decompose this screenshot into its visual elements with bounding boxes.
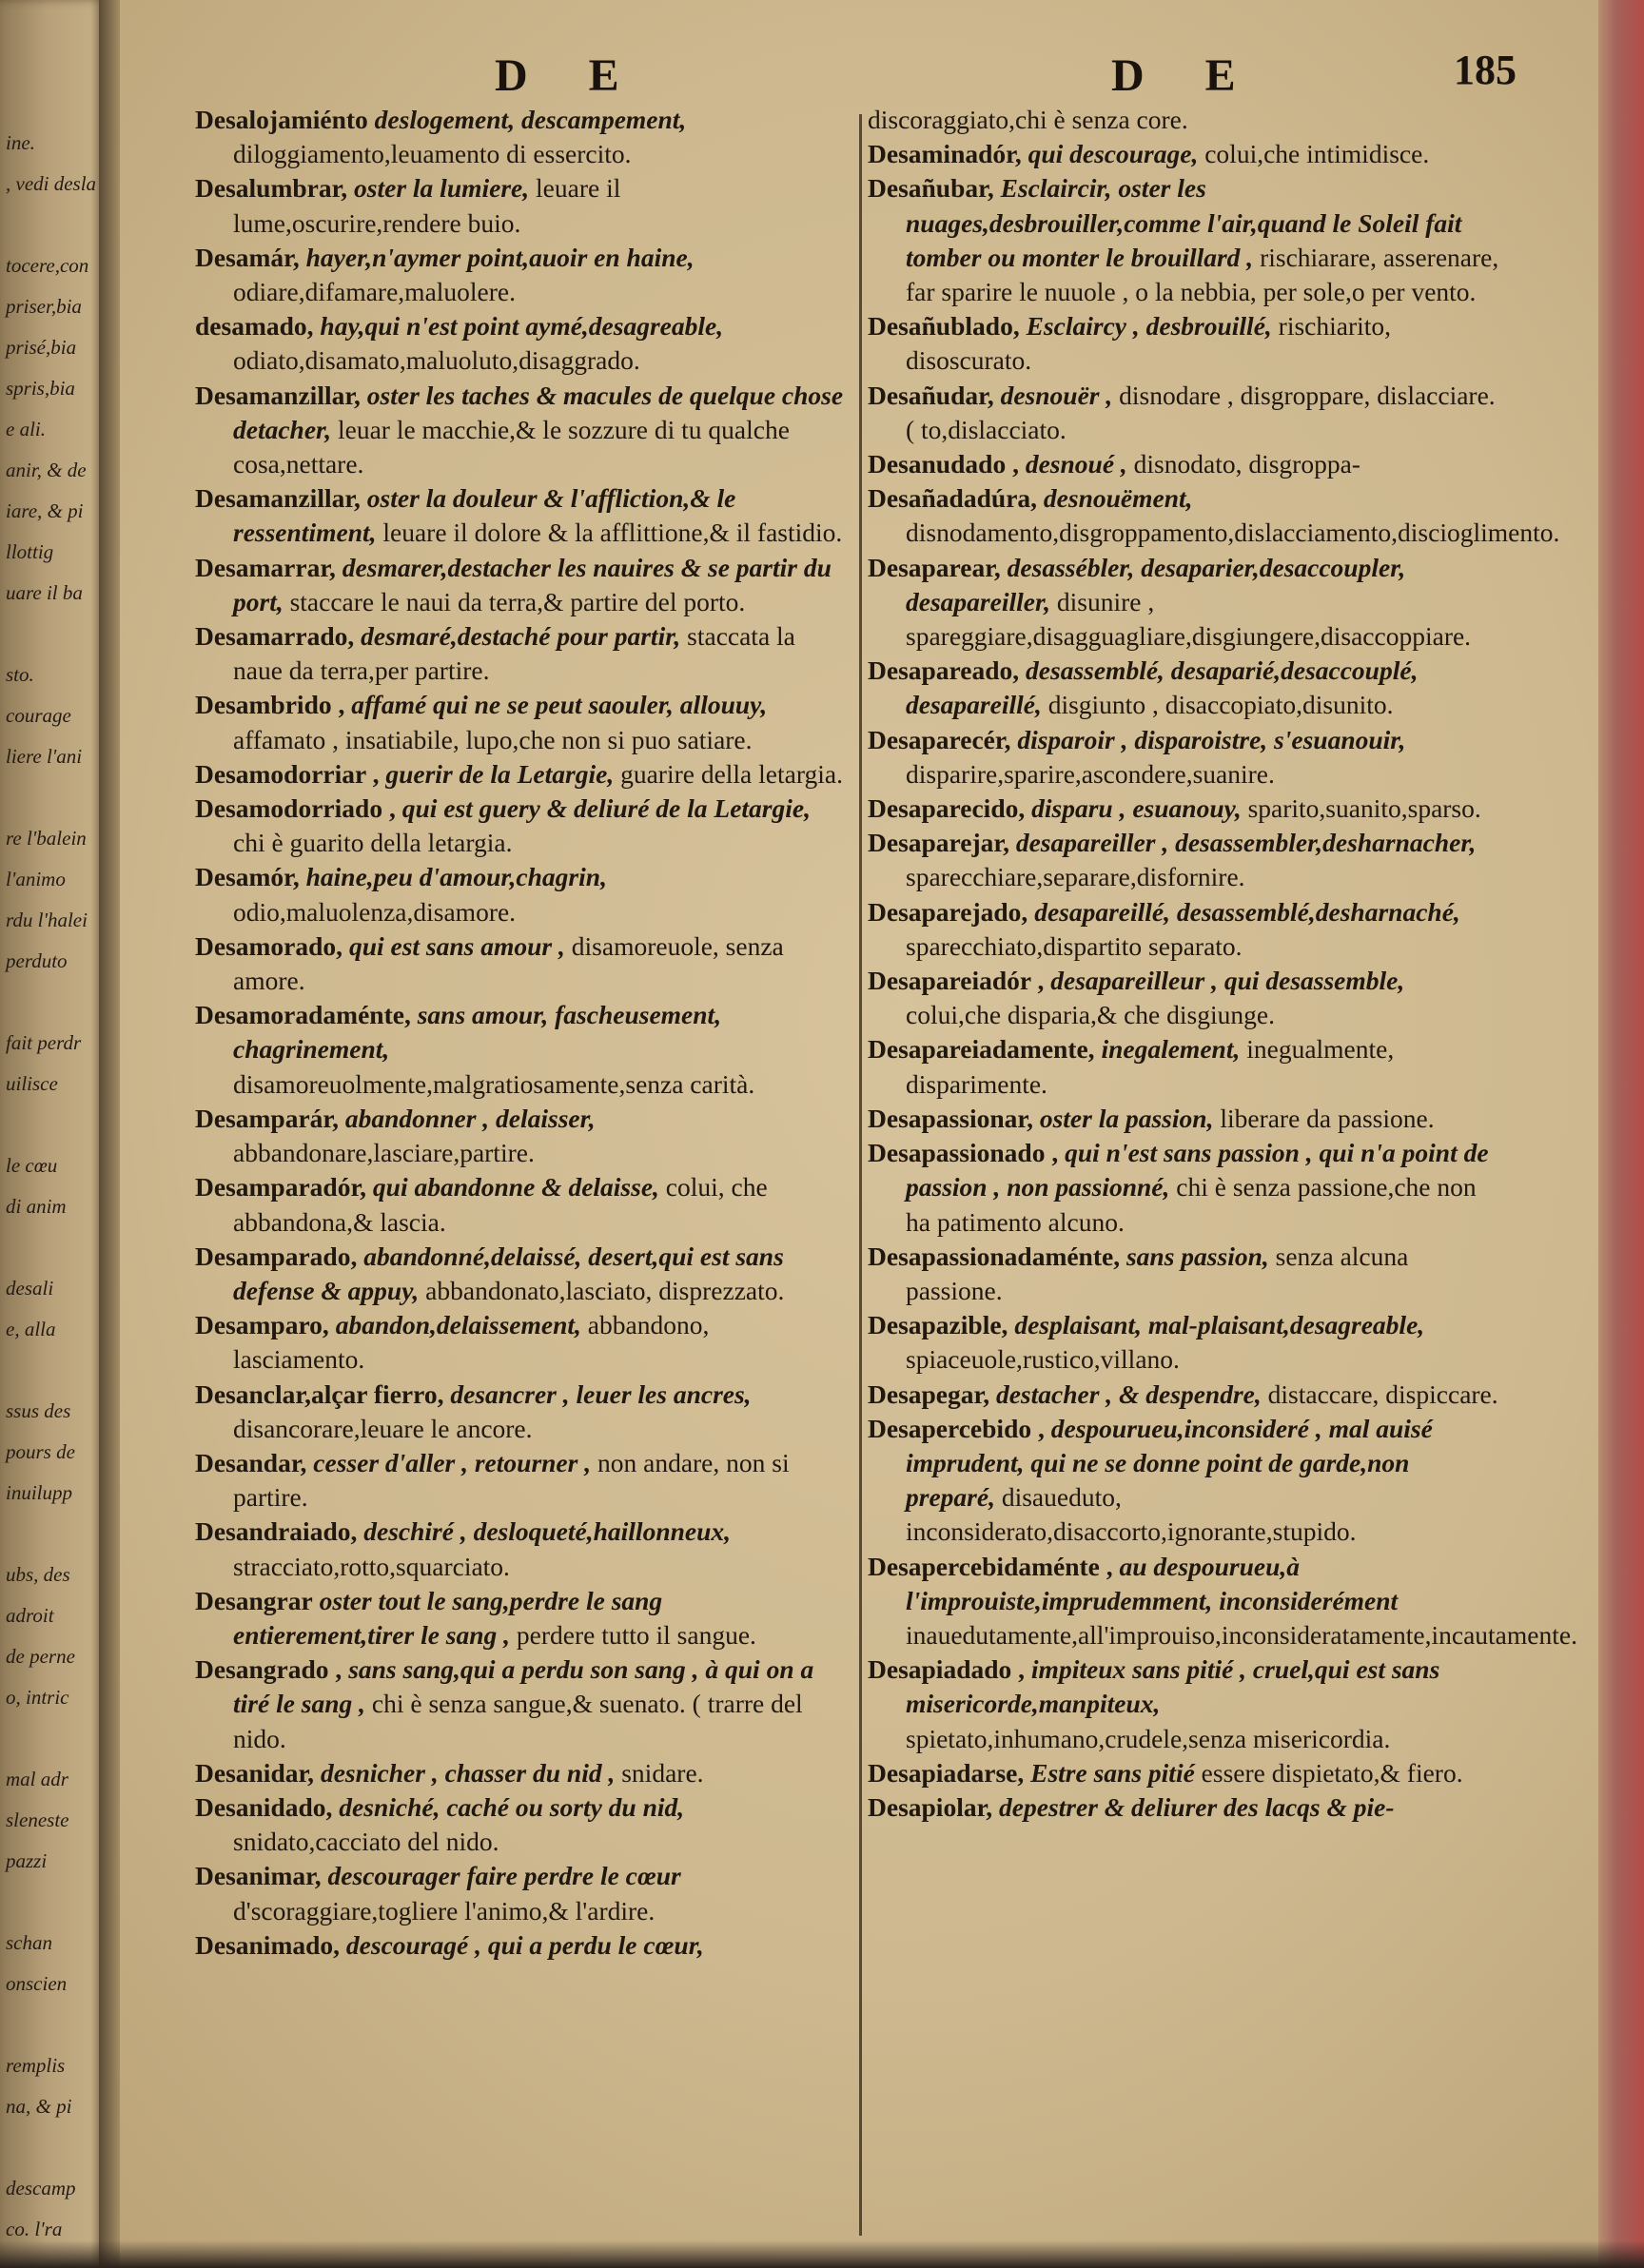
- headword: Desapassionado ,: [868, 1138, 1059, 1168]
- dictionary-entry: [195, 1790, 844, 1859]
- dictionary-entry: [195, 171, 844, 240]
- headword: Desapercebido ,: [868, 1413, 1045, 1443]
- dictionary-entry: [195, 1240, 844, 1308]
- dictionary-entry: [195, 1102, 844, 1170]
- margin-fragment: inuilupp: [6, 1481, 73, 1504]
- margin-fragment: di anim: [6, 1195, 67, 1218]
- italian-gloss: chi è guarito della letargia.: [233, 828, 513, 858]
- french-gloss: deschiré , desloqueté,haillonneux,: [363, 1516, 732, 1547]
- dictionary-entry: [195, 1859, 844, 1927]
- dictionary-entry: [195, 688, 844, 756]
- headword: Desaparear,: [868, 552, 1001, 582]
- margin-fragment: desali: [6, 1277, 54, 1300]
- margin-fragment: liere l'ani: [6, 745, 83, 768]
- italian-gloss: odiare,difamare,maluolere.: [233, 277, 516, 307]
- column-rule: [859, 114, 862, 2236]
- margin-fragment: rdu l'halei: [6, 909, 88, 931]
- italian-gloss: disunire , spareggiare,disagguagliare,disgiungere,disaccoppiare.: [906, 586, 1472, 652]
- italian-gloss: perdere tutto il sangue.: [516, 1619, 756, 1650]
- italian-gloss: abbandono, lasciamento.: [233, 1310, 710, 1375]
- headword: Desaparejar,: [868, 828, 1009, 858]
- italian-gloss: discoraggiato,chi è senza core.: [868, 105, 1188, 134]
- headword: Desamár,: [195, 242, 300, 272]
- margin-fragment: e ali.: [6, 418, 46, 440]
- headword: Desamparár,: [195, 1103, 339, 1133]
- dictionary-entry: [195, 1515, 844, 1583]
- dictionary-entry: [195, 551, 844, 619]
- margin-fragment: [6, 1236, 101, 1262]
- margin-fragment: adroit: [6, 1604, 54, 1627]
- headword: Desamarrado,: [195, 621, 355, 652]
- headword: Desapazible,: [868, 1310, 1008, 1340]
- italian-gloss: staccare le naui da terra,& partire del porto.: [289, 586, 746, 616]
- dictionary-entry: [868, 1652, 1500, 1756]
- dictionary-entry: [868, 723, 1500, 792]
- french-gloss: Esclaircir, oster les nuages,desbrouiller,comme l'air,quand le Soleil fait tomber ou monter le brouillard ,: [906, 173, 1462, 272]
- italian-gloss: stracciato,rotto,squarciato.: [233, 1551, 510, 1581]
- dictionary-entry: [195, 1584, 844, 1652]
- margin-fragment: l'animo: [6, 868, 66, 890]
- headword: Desanclar,alçar fierro,: [195, 1378, 444, 1409]
- headword: Desapiolar,: [868, 1791, 993, 1822]
- running-head-left: D E: [495, 50, 644, 101]
- margin-fragment: uare il ba: [6, 581, 83, 604]
- dictionary-entry: [868, 1240, 1500, 1308]
- french-gloss: desassemblé, desaparié,desaccouplé, desapareillé,: [906, 655, 1419, 720]
- margin-fragment: onscien: [6, 1972, 68, 1995]
- headword: Desanidado,: [195, 1791, 333, 1822]
- french-gloss: desnouëment,: [1043, 483, 1193, 514]
- dictionary-entry: [195, 1756, 844, 1790]
- italian-gloss: disparire,sparire,ascondere,suanire.: [906, 758, 1275, 789]
- french-gloss: desnoué ,: [1025, 449, 1127, 479]
- margin-fragment: de perne: [6, 1645, 75, 1668]
- margin-fragment: [6, 213, 101, 240]
- italian-gloss: distaccare, dispiccare.: [1267, 1378, 1498, 1409]
- dictionary-entry: [195, 309, 844, 378]
- dictionary-entry: [195, 757, 844, 792]
- dictionary-entry: [868, 1756, 1500, 1790]
- margin-fragment: priser,bia: [6, 295, 82, 318]
- margin-fragment: [6, 2136, 101, 2162]
- headword: Desaparecér,: [868, 724, 1011, 754]
- french-gloss: abandon,delaissement,: [335, 1310, 581, 1340]
- french-gloss: despourueu,inconsideré , mal auisé imprudent, qui ne se donne point de garde,non preparé,: [906, 1413, 1433, 1513]
- headword: Desamparo,: [195, 1310, 329, 1340]
- dictionary-entry: [195, 379, 844, 482]
- headword: Desanidar,: [195, 1757, 315, 1788]
- french-gloss: desapareiller , desassembler,desharnacher,: [1015, 828, 1477, 858]
- french-gloss: desplaisant, mal-plaisant,desagreable,: [1014, 1310, 1425, 1340]
- headword: Desapiadado ,: [868, 1654, 1026, 1685]
- headword: Desapareado,: [868, 655, 1020, 686]
- margin-fragment: [6, 1113, 101, 1140]
- dictionary-entry: [195, 1378, 844, 1446]
- margin-fragment: anir, & de: [6, 459, 87, 481]
- italian-gloss: staccata la naue da terra,per partire.: [233, 621, 795, 686]
- margin-fragment: e, alla: [6, 1318, 56, 1340]
- headword: Desapiadarse,: [868, 1757, 1025, 1788]
- dictionary-entry: [195, 241, 844, 309]
- french-gloss: impiteux sans pitié , cruel,qui est sans misericorde,manpiteux,: [906, 1654, 1440, 1719]
- headword: Desalojamiénto: [195, 105, 368, 134]
- dictionary-entry: [868, 1032, 1500, 1101]
- dictionary-entry: [195, 481, 844, 550]
- italian-gloss: snidare.: [621, 1757, 704, 1788]
- italian-gloss: affamato , insatiabile, lupo,che non si puo satiare.: [233, 724, 753, 754]
- italian-gloss: senza alcuna passione.: [906, 1241, 1409, 1305]
- italian-gloss: leuare il lume,oscurire,rendere buio.: [233, 173, 621, 238]
- margin-fragment: pazzi: [6, 1849, 48, 1872]
- french-gloss: affamé qui ne se peut saouler, allouuy,: [351, 690, 768, 720]
- headword: Desamorado,: [195, 930, 343, 961]
- french-gloss: haine,peu d'amour,chagrin,: [305, 862, 607, 892]
- bottom-shadow: [0, 2240, 1644, 2268]
- italian-gloss: abbandonato,lasciato, disprezzato.: [425, 1275, 785, 1305]
- italian-gloss: non andare, non si partire.: [233, 1447, 790, 1513]
- headword: Desapassionadaménte,: [868, 1241, 1121, 1271]
- french-gloss: destacher , & despendre,: [995, 1378, 1262, 1409]
- dictionary-entry: [868, 1412, 1500, 1550]
- french-gloss: guerir de la Letargie,: [385, 758, 615, 789]
- margin-fragment: [6, 990, 101, 1017]
- margin-fragment: remplis: [6, 2054, 66, 2077]
- french-gloss: disparoir , disparoistre, s'esuanouir,: [1017, 724, 1406, 754]
- margin-fragment: co. l'ra: [6, 2218, 63, 2240]
- margin-fragment: [6, 2013, 101, 2040]
- italian-gloss: disamoreuole, senza amore.: [233, 930, 784, 996]
- margin-fragment: llottig: [6, 540, 54, 563]
- margin-fragment: tocere,con: [6, 254, 89, 277]
- french-gloss: sans amour, fascheusement, chagrinement,: [233, 1000, 722, 1065]
- margin-fragment: prisé,bia: [6, 336, 77, 359]
- french-gloss: au despourueu,à l'improuiste,imprudemment, inconsiderément: [906, 1551, 1399, 1615]
- french-gloss: oster la lumiere,: [354, 173, 530, 204]
- italian-gloss: disancorare,leuare le ancore.: [233, 1413, 533, 1443]
- margin-fragment: [6, 1522, 101, 1549]
- french-gloss: deslogement, descampement,: [374, 105, 687, 134]
- dictionary-entry: [195, 619, 844, 688]
- dictionary-entry: [868, 1308, 1500, 1377]
- headword: Desamparadór,: [195, 1172, 367, 1202]
- dictionary-entry: [195, 1170, 844, 1239]
- headword: Desandraiado,: [195, 1516, 358, 1547]
- italian-gloss: disnodare , disgroppare, dislacciare. ( to,dislacciato.: [906, 380, 1496, 444]
- french-gloss: desniché, caché ou sorty du nid,: [339, 1791, 685, 1822]
- italian-gloss: colui,che disparia,& che disgiunge.: [906, 1000, 1275, 1030]
- headword: Desambrido ,: [195, 690, 345, 720]
- margin-fragment: fait perdr: [6, 1031, 82, 1054]
- italian-gloss: essere dispietato,& fiero.: [1201, 1757, 1463, 1788]
- margin-fragment: na, & pi: [6, 2095, 72, 2118]
- margin-fragment: pours de: [6, 1440, 75, 1463]
- headword: Desanimado,: [195, 1929, 341, 1960]
- running-head-right: D E: [1111, 50, 1261, 101]
- dictionary-entry: [195, 792, 844, 860]
- dictionary-entry: [868, 551, 1500, 655]
- french-gloss: desapareillé, desassemblé,desharnaché,: [1034, 896, 1460, 927]
- headword: Desapareiadamente,: [868, 1034, 1095, 1065]
- french-gloss: descouragé , qui a perdu le cœur,: [345, 1929, 704, 1960]
- headword: Desapegar,: [868, 1378, 990, 1409]
- italian-gloss: spiaceuole,rustico,villano.: [906, 1344, 1180, 1375]
- headword: Desañadadúra,: [868, 483, 1038, 514]
- french-gloss: abandonné,delaissé, desert,qui est sans defense & appuy,: [233, 1241, 784, 1305]
- french-gloss: desnicher , chasser du nid ,: [320, 1757, 616, 1788]
- dictionary-entry: [868, 1378, 1500, 1412]
- headword: Desaminadór,: [868, 139, 1022, 169]
- right-column: [868, 103, 1577, 2243]
- book-gutter: [99, 0, 120, 2268]
- italian-gloss: inegualmente, disparimente.: [906, 1034, 1395, 1099]
- page-edge-right: [1598, 0, 1644, 2268]
- margin-fragment: spris,bia: [6, 377, 75, 400]
- italian-gloss: disgiunto , disaccopiato,disunito.: [1047, 690, 1394, 720]
- italian-gloss: disaueduto, inconsiderato,disaccorto,ignorante,stupido.: [906, 1482, 1357, 1547]
- italian-gloss: disnodato, disgroppa-: [1133, 449, 1360, 479]
- headword: Desandar,: [195, 1447, 307, 1477]
- margin-fragment: descamp: [6, 2177, 76, 2200]
- french-gloss: qui est sans amour ,: [348, 930, 565, 961]
- italian-gloss: rischiarare, asserenare, far sparire le nuuole , o la nebbia, per sole,o per vento.: [906, 242, 1499, 307]
- left-column: [195, 103, 844, 2243]
- italian-gloss: colui,che intimidisce.: [1204, 139, 1430, 169]
- french-gloss: oster la douleur & l'affliction,& le ressentiment,: [233, 483, 736, 548]
- dictionary-entry: [868, 481, 1560, 550]
- headword: desamado,: [195, 311, 314, 342]
- headword: Desañublado,: [868, 311, 1020, 342]
- italian-gloss: guarire della letargia.: [620, 758, 843, 789]
- margin-fragment: ine.: [6, 131, 35, 154]
- italian-gloss: leuar le macchie,& le sozzure di tu qualche cosa,nettare.: [233, 414, 790, 479]
- headword: Desañubar,: [868, 173, 994, 204]
- headword: Desapassionar,: [868, 1103, 1033, 1133]
- margin-fragment: sto.: [6, 663, 34, 686]
- margin-fragment: ubs, des: [6, 1563, 70, 1586]
- french-gloss: desnouër ,: [1000, 380, 1113, 410]
- margin-fragment: ssus des: [6, 1399, 71, 1422]
- margin-fragment: courage: [6, 704, 71, 727]
- margin-fragment: [6, 1727, 101, 1753]
- headword: Desanudado ,: [868, 449, 1019, 479]
- french-gloss: qui descourage,: [1028, 139, 1199, 169]
- dictionary-entry: [195, 1652, 844, 1756]
- margin-fragment: iare, & pi: [6, 499, 84, 522]
- margin-fragment: [6, 1359, 101, 1385]
- dictionary-entry: [868, 447, 1500, 481]
- french-gloss: qui n'est sans passion , qui n'a point de passion , non passionné,: [906, 1138, 1489, 1202]
- dictionary-entry: [868, 309, 1500, 378]
- dictionary-entry: [195, 998, 844, 1102]
- french-gloss: oster la passion,: [1039, 1103, 1214, 1133]
- dictionary-entry: [868, 171, 1500, 309]
- french-gloss: hay,qui n'est point aymé,desagreable,: [320, 311, 724, 342]
- headword: Desalumbrar,: [195, 173, 348, 204]
- margin-fragment: re l'balein: [6, 827, 87, 850]
- italian-gloss: odio,maluolenza,disamore.: [233, 896, 517, 927]
- headword: Desamarrar,: [195, 552, 336, 582]
- french-gloss: Esclaircy , desbrouillé,: [1026, 311, 1272, 342]
- margin-fragment: perduto: [6, 949, 68, 972]
- margin-fragment: uilisce: [6, 1072, 58, 1095]
- dictionary-entry: [868, 137, 1500, 171]
- margin-fragment: [6, 1890, 101, 1917]
- headword: Desapareiadór ,: [868, 966, 1045, 996]
- dictionary-entry: [195, 1446, 844, 1515]
- french-gloss: disparu , esuanouy,: [1031, 793, 1242, 824]
- margin-fragment: schan: [6, 1931, 52, 1954]
- italian-gloss: d'scoraggiare,togliere l'animo,& l'ardire.: [233, 1895, 656, 1926]
- dictionary-entry: [195, 1928, 844, 1963]
- french-gloss: desmaré,destaché pour partir,: [361, 621, 681, 652]
- dictionary-entry: [868, 1790, 1500, 1825]
- headword: Desanimar,: [195, 1861, 322, 1891]
- dictionary-entry: [868, 792, 1500, 826]
- dictionary-entry: [195, 1308, 844, 1377]
- french-gloss: desmarer,destacher les nauires & se partir du port,: [233, 552, 832, 616]
- dictionary-entry: [868, 964, 1500, 1032]
- french-gloss: hayer,n'aymer point,auoir en haine,: [305, 242, 695, 272]
- headword: Desamoradaménte,: [195, 1000, 411, 1030]
- italian-gloss: colui, che abbandona,& lascia.: [233, 1172, 768, 1237]
- dictionary-entry: [195, 929, 844, 998]
- italian-gloss: disamoreuolmente,malgratiosamente,senza carità.: [233, 1068, 755, 1099]
- headword: Desaparecido,: [868, 793, 1026, 824]
- french-gloss: inegalement,: [1101, 1034, 1241, 1065]
- dictionary-entry: [195, 860, 844, 929]
- french-gloss: oster les taches & macules de quelque chose detacher,: [233, 380, 844, 444]
- french-gloss: oster tout le sang,perdre le sang entierement,tirer le sang ,: [233, 1585, 663, 1650]
- italian-gloss: sparito,suanito,sparso.: [1247, 793, 1481, 824]
- italian-gloss: chi è senza passione,che non ha patimento alcuno.: [906, 1172, 1477, 1237]
- margin-fragment: o, intric: [6, 1686, 69, 1709]
- headword: Desamór,: [195, 862, 300, 892]
- french-gloss: qui est guery & deliuré de la Letargie,: [401, 793, 811, 824]
- italian-gloss: chi è senza sangue,& suenato. ( trarre del nido.: [233, 1689, 803, 1753]
- margin-fragment: , vedi desla: [6, 172, 97, 195]
- headword: Desamodorriar ,: [195, 758, 380, 789]
- headword: Desapercebidaménte ,: [868, 1551, 1113, 1581]
- french-gloss: desapareilleur , qui desassemble,: [1050, 966, 1405, 996]
- headword: Desamanzillar,: [195, 380, 361, 410]
- page-number: 185: [1454, 47, 1517, 93]
- french-gloss: desancrer , leuer les ancres,: [450, 1378, 752, 1409]
- french-gloss: cesser d'aller , retourner ,: [313, 1447, 592, 1477]
- italian-gloss: diloggiamento,leuamento di essercito.: [233, 139, 632, 169]
- dictionary-entry: [868, 1550, 1577, 1653]
- dictionary-entry: [868, 1102, 1500, 1136]
- french-gloss: desassébler, desaparier,desaccoupler, desapareiller,: [906, 552, 1406, 616]
- dictionary-entry: [868, 654, 1500, 722]
- headword: Desañudar,: [868, 380, 994, 410]
- french-gloss: sans sang,qui a perdu son sang , à qui on a tiré le sang ,: [233, 1654, 814, 1719]
- french-gloss: Estre sans pitié: [1030, 1757, 1195, 1788]
- dictionary-entry: [868, 895, 1500, 964]
- italian-gloss: snidato,cacciato del nido.: [233, 1827, 499, 1857]
- italian-gloss: liberare da passione.: [1220, 1103, 1435, 1133]
- italian-gloss: sparecchiare,separare,disfornire.: [906, 862, 1245, 892]
- italian-gloss: disnodamento,disgroppamento,dislacciamento,discioglimento.: [906, 518, 1560, 548]
- french-gloss: qui abandonne & delaisse,: [372, 1172, 659, 1202]
- italian-gloss: rischiarito, disoscurato.: [906, 311, 1392, 376]
- french-gloss: abandonner , delaisser,: [344, 1103, 596, 1133]
- dictionary-entry: [868, 379, 1500, 447]
- headword: Desangrado ,: [195, 1654, 342, 1685]
- italian-gloss: sparecchiato,dispartito separato.: [906, 930, 1243, 961]
- italian-gloss: spietato,inhumano,crudele,senza misericordia.: [906, 1723, 1391, 1753]
- margin-fragment: le cœu: [6, 1154, 58, 1177]
- french-gloss: depestrer & deliurer des lacqs & pie-: [999, 1791, 1395, 1822]
- italian-gloss: leuare il dolore & la afflittione,& il fastidio.: [382, 518, 843, 548]
- headword: Desamparado,: [195, 1241, 358, 1271]
- dictionary-entry: [868, 103, 1500, 137]
- italian-gloss: inauedutamente,all'improuiso,inconsideratamente,incautamente.: [906, 1619, 1577, 1650]
- margin-fragment: [6, 786, 101, 812]
- french-gloss: sans passion,: [1125, 1241, 1269, 1271]
- headword: Desamanzillar,: [195, 483, 361, 514]
- dictionary-entry: [868, 826, 1500, 894]
- dictionary-entry: [195, 103, 844, 171]
- italian-gloss: abbandonare,lasciare,partire.: [233, 1138, 535, 1168]
- margin-fragment: [6, 622, 101, 649]
- dictionary-entry: [868, 1136, 1500, 1240]
- italian-gloss: odiato,disamato,maluoluto,disaggrado.: [233, 345, 640, 376]
- margin-fragment: mal adr: [6, 1768, 68, 1790]
- french-gloss: descourager faire perdre le cœur: [327, 1861, 681, 1891]
- headword: Desaparejado,: [868, 896, 1028, 927]
- margin-fragment: sleneste: [6, 1809, 69, 1831]
- headword: Desangrar: [195, 1585, 313, 1615]
- headword: Desamodorriado ,: [195, 793, 396, 824]
